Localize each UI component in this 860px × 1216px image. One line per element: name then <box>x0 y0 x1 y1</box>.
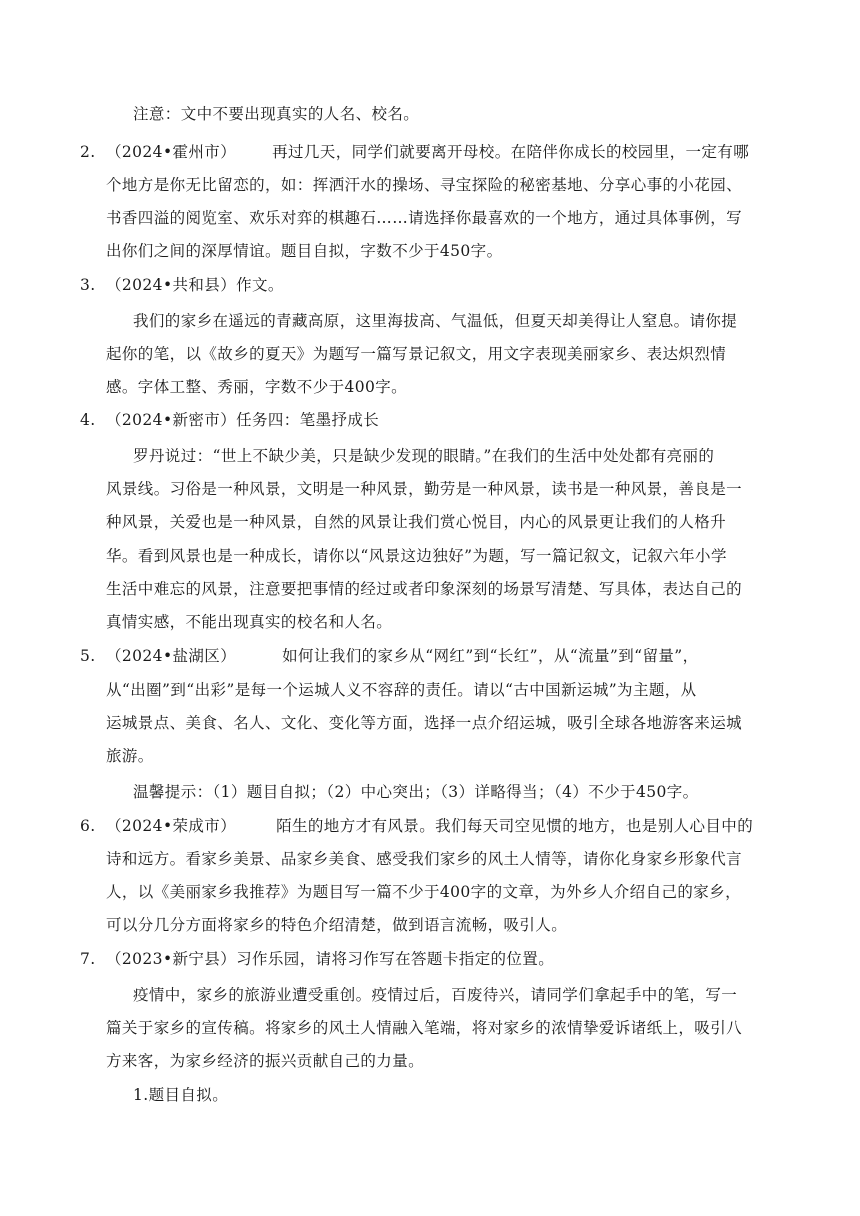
item-text-line: 再过几天，同学们就要离开母校。在陪伴你成长的校园里，一定有哪 <box>272 143 750 161</box>
item-text-line: 我们的家乡在遥远的青藏高原，这里海拔高、气温低，但夏天却美得让人窒息。请你提 <box>133 312 738 330</box>
item-text-line: 陌生的地方才有风景。我们每天司空见惯的地方，也是别人心目中的 <box>276 817 754 835</box>
item-text-line: 篇关于家乡的宣传稿。将家乡的风土人情融入笔端，将对家乡的浓情挚爱诉诸纸上，吸引八 <box>106 1019 743 1037</box>
item-text-line: 疫情中，家乡的旅游业遭受重创。疫情过后，百废待兴，请同学们拿起手中的笔，写一 <box>133 986 738 1004</box>
item-text-line: 如何让我们的家乡从“网红”到“长红”，从“流量”到“留量”， <box>282 647 699 665</box>
item-text-line: 书香四溢的阅览室、欢乐对弈的棋趣石……请选择你最喜欢的一个地方，通过具体事例，写 <box>106 209 743 227</box>
item-text-line: 个地方是你无比留恋的，如：挥洒汗水的操场、寻宝探险的秘密基地、分享心事的小花园、 <box>106 176 743 194</box>
item-text-line: 方来客，为家乡经济的振兴贡献自己的力量。 <box>106 1052 425 1070</box>
item-first-line <box>106 816 753 836</box>
item-text-line: 人，以《美丽家乡我推荐》为题目写一篇不少于400字的文章，为外乡人介绍自己的家乡， <box>106 883 741 901</box>
item-source: （2023•新宁县）习作乐园，请将习作写在答题卡指定的位置。 <box>106 950 555 968</box>
item-text-line: 感。字体工整、秀丽，字数不少于400字。 <box>106 378 408 396</box>
top-note: 注意：文中不要出现真实的人名、校名。 <box>133 105 420 123</box>
item-source: （2024•荣成市） <box>106 817 237 835</box>
item-source: （2024•盐湖区） <box>106 647 237 665</box>
item-number: 3. <box>80 276 96 294</box>
item-number: 6. <box>80 817 96 835</box>
item-number: 5. <box>80 647 96 665</box>
item-text-line: 华。看到风景也是一种成长，请你以“风景这边独好”为题，写一篇记叙文，记叙六年小学 <box>106 547 727 565</box>
item-text-line: 可以分几分方面将家乡的特色介绍清楚，做到语言流畅，吸引人。 <box>106 916 568 934</box>
item-text-line: 诗和远方。看家乡美景、品家乡美食、感受我们家乡的风土人情等，请你化身家乡形象代言 <box>106 850 743 868</box>
item-tip: 温馨提示：（1）题目自拟；（2）中心突出；（3）详略得当；（4）不少于450字。 <box>133 783 699 801</box>
item-text-line: 罗丹说过：“世上不缺少美，只是缺少发现的眼睛。”在我们的生活中处处都有亮丽的 <box>133 447 715 465</box>
item-text-line: 风景线。习俗是一种风景，文明是一种风景，勤劳是一种风景，读书是一种风景，善良是一 <box>106 480 743 498</box>
item-text-line: 从“出圈”到“出彩”是每一个运城人义不容辞的责任。请以“古中国新运城”为主题，从 <box>106 681 697 699</box>
item-text-line: 种风景，关爱也是一种风景，自然的风景让我们赏心悦目，内心的风景更让我们的人格升 <box>106 513 727 531</box>
item-text-line: 生活中难忘的风景，注意要把事情的经过或者印象深刻的场景写清楚、写具体，表达自己的 <box>106 580 743 598</box>
item-source: （2024•新密市）任务四：笔墨抒成长 <box>106 411 380 429</box>
item-text-line: 起你的笔，以《故乡的夏天》为题写一篇写景记叙文，用文字表现美丽家乡、表达炽烈情 <box>106 345 727 363</box>
item-sub: 1.题目自拟。 <box>133 1086 229 1104</box>
item-source: （2024•共和县）作文。 <box>106 276 284 294</box>
item-text-line: 出你们之间的深厚情谊。题目自拟，字数不少于450字。 <box>106 242 503 260</box>
item-number: 7. <box>80 950 96 968</box>
item-source: （2024•霍州市） <box>106 143 237 161</box>
item-first-line <box>106 142 749 162</box>
item-text-line: 旅游。 <box>106 747 154 765</box>
item-first-line <box>106 646 699 666</box>
item-text-line: 真情实感，不能出现真实的校名和人名。 <box>106 613 393 631</box>
item-number: 4. <box>80 411 96 429</box>
item-text-line: 运城景点、美食、名人、文化、变化等方面，选择一点介绍运城，吸引全球各地游客来运城 <box>106 714 743 732</box>
item-number: 2. <box>80 143 96 161</box>
